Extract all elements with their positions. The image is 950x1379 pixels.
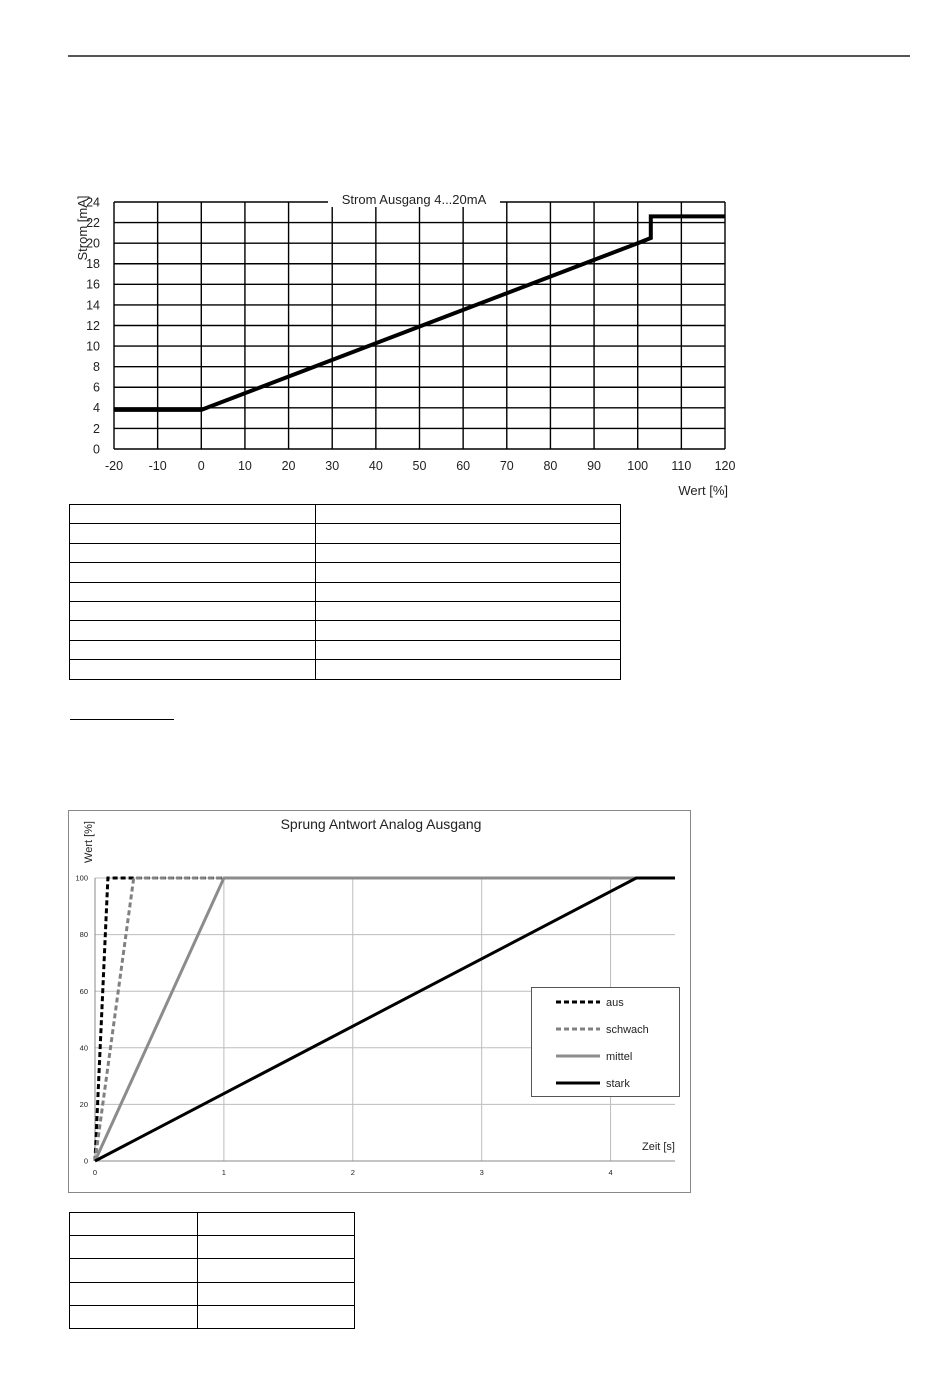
chart2-title: Sprung Antwort Analog Ausgang [280, 816, 482, 832]
x-tick-label: 100 [627, 459, 649, 473]
table-row [70, 582, 621, 601]
x-tick-label: 80 [543, 459, 558, 473]
legend-label: stark [606, 1078, 630, 1090]
y-tick-label: 16 [86, 277, 100, 292]
table-row [70, 601, 621, 620]
table-cell [198, 1259, 355, 1282]
table-cell [316, 621, 621, 640]
x-tick-label: -10 [148, 459, 167, 473]
x-tick-label: 120 [714, 459, 736, 473]
x-tick-label: 90 [587, 459, 602, 473]
table-cell [70, 660, 316, 679]
y-tick-label: 20 [79, 1100, 88, 1110]
table-row [70, 1259, 355, 1282]
x-tick-label: -20 [104, 459, 124, 473]
x-tick-label: 110 [671, 459, 692, 473]
x-tick-label: 70 [499, 459, 514, 473]
table-row [70, 543, 621, 562]
table-row [70, 505, 621, 524]
table-cell [316, 601, 621, 620]
y-tick-label: 12 [86, 318, 100, 333]
table-cell [316, 505, 621, 524]
chart2-ylabel: Wert [%] [83, 821, 95, 863]
table-row [70, 660, 621, 679]
chart1-ylabel: Strom [mA] [75, 195, 90, 261]
table-cell [316, 660, 621, 679]
table-cell [70, 1236, 198, 1259]
x-tick-label: 60 [456, 459, 471, 473]
step-response-chart [68, 810, 691, 1193]
legend-label: aus [606, 997, 624, 1009]
chart2-xlabel: Zeit [s] [641, 1141, 675, 1153]
x-tick-label: 0 [197, 459, 205, 473]
table-cell [70, 1305, 198, 1328]
y-tick-label: 0 [83, 1156, 88, 1166]
table-cell [316, 524, 621, 543]
table-cell [198, 1282, 355, 1305]
x-tick-label: 20 [281, 459, 296, 473]
table-row [70, 563, 621, 582]
y-tick-label: 4 [93, 401, 100, 416]
table-cell [70, 524, 316, 543]
table-cell [70, 621, 316, 640]
table-cell [70, 1259, 198, 1282]
table-cell [316, 543, 621, 562]
table-cell [198, 1213, 355, 1236]
table-cell [316, 563, 621, 582]
y-tick-label: 22 [86, 215, 100, 230]
table-cell [70, 505, 316, 524]
x-tick-label: 2 [350, 1168, 355, 1177]
table-cell [316, 640, 621, 659]
x-tick-label: 40 [368, 459, 383, 473]
current-output-chart [60, 180, 760, 500]
table-cell [198, 1305, 355, 1328]
y-tick-label: 20 [86, 236, 100, 251]
header-rule [68, 55, 910, 57]
chart1-xlabel: Wert [%] [678, 483, 728, 498]
chart1-title: Strom Ausgang 4...20mA [341, 192, 487, 207]
y-tick-label: 60 [79, 986, 88, 996]
table-cell [70, 543, 316, 562]
y-tick-label: 18 [86, 257, 100, 272]
table-cell [70, 601, 316, 620]
x-tick-label: 3 [479, 1168, 484, 1177]
x-tick-label: 0 [92, 1168, 98, 1177]
y-tick-label: 14 [86, 298, 100, 313]
section-heading-underline [70, 719, 174, 720]
table-row [70, 1282, 355, 1305]
y-tick-label: 2 [93, 421, 100, 436]
y-tick-label: 6 [93, 380, 100, 395]
table-row [70, 524, 621, 543]
table-cell [70, 1282, 198, 1305]
chart1-x-ticks [105, 459, 736, 473]
x-tick-label: 50 [412, 459, 427, 473]
y-tick-label: 8 [93, 360, 100, 375]
y-tick-label: 40 [79, 1043, 88, 1053]
table-row [70, 1236, 355, 1259]
table-cell [70, 1213, 198, 1236]
table-row [70, 621, 621, 640]
legend-label: schwach [606, 1024, 649, 1036]
y-tick-label: 24 [86, 195, 100, 210]
table-2 [69, 1212, 355, 1329]
chart2-legend [532, 988, 680, 1097]
x-tick-label: 4 [608, 1168, 613, 1177]
table-cell [70, 563, 316, 582]
table-row [70, 1305, 355, 1328]
table-cell [70, 640, 316, 659]
legend-label: mittel [606, 1051, 633, 1063]
table-1 [69, 504, 621, 680]
y-tick-label: 100 [75, 873, 88, 883]
x-tick-label: 30 [325, 459, 340, 473]
x-tick-label: 10 [237, 459, 252, 473]
table-row [70, 1213, 355, 1236]
y-tick-label: 10 [86, 339, 100, 354]
y-tick-label: 80 [79, 930, 88, 940]
x-tick-label: 1 [221, 1168, 226, 1177]
table-cell [316, 582, 621, 601]
table-cell [198, 1236, 355, 1259]
table-cell [70, 582, 316, 601]
y-tick-label: 0 [93, 442, 100, 457]
table-row [70, 640, 621, 659]
